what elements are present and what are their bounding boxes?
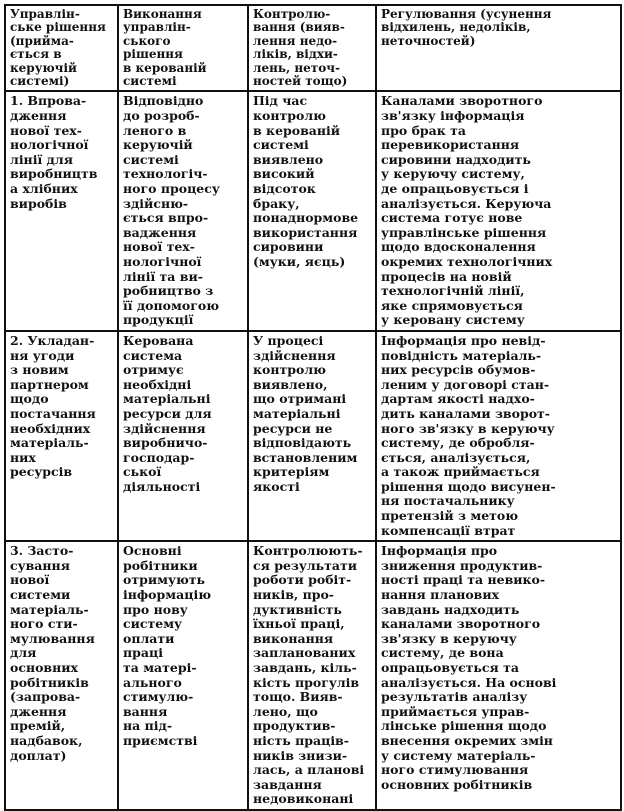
cell-text-line: системі: [253, 137, 309, 153]
cell-text-line: ників знизи-: [253, 747, 348, 763]
cell-text-line: їхньої праці,: [253, 616, 345, 632]
cell-text-line: її допомогою: [123, 297, 220, 313]
cell-text-line: про нову: [123, 601, 188, 617]
cell-text-line: систему, де вона: [381, 645, 504, 661]
cell-text-line: рішення щодо висунен-: [381, 478, 556, 494]
cell-text-line: високий: [253, 166, 315, 182]
cell-regulation: [376, 91, 621, 331]
cell-text-line: ресурси для: [123, 405, 212, 421]
cell-text-line: основних: [10, 660, 78, 675]
cell-regulation: [376, 331, 621, 541]
cell-regulation: [376, 541, 621, 810]
cell-text-line: ресурси не: [253, 420, 333, 436]
cell-text-line: сування: [10, 557, 70, 573]
cell-text-line: виробів: [10, 195, 67, 211]
cell-text-line: управлін-: [123, 20, 191, 35]
cell-text-line: лень, неточ-: [253, 60, 340, 75]
cell-text-line: Контролю-: [253, 7, 331, 21]
cell-text-line: робництво з: [123, 283, 214, 299]
cell-text-line: нологічної: [10, 137, 89, 153]
cell-decision: [5, 331, 118, 541]
cell-text-line: відповідають: [253, 435, 352, 451]
cell-text-line: стимулю-: [123, 689, 194, 705]
cell-text-line: відсоток: [253, 181, 316, 196]
cell-text-line: виробництв: [10, 166, 98, 182]
cell-text-line: отримує: [123, 362, 184, 378]
cell-text-line: вання (вияв-: [253, 20, 345, 35]
cell-text-line: 2. Укладан-: [10, 332, 95, 348]
cell-text-line: дження: [10, 108, 67, 124]
cell-text-line: лінії для: [10, 151, 73, 167]
cell-text-line: до розроб-: [123, 108, 200, 124]
cell-text-line: господар-: [123, 449, 195, 465]
cell-text-line: де опрацьовується і: [381, 181, 529, 196]
cell-text-line: та матері-: [123, 660, 197, 675]
cell-text-line: ного сти-: [10, 616, 78, 632]
cell-text-line: контролю: [253, 108, 326, 124]
cell-text-line: системи: [10, 587, 71, 603]
cell-text-line: Інформація про: [381, 543, 498, 559]
cell-text-line: для: [10, 645, 37, 661]
cell-execution: [118, 541, 248, 810]
cell-text-line: приймається управ-: [381, 703, 530, 719]
cell-execution: [118, 91, 248, 331]
cell-text-line: Каналами зворотного: [381, 93, 543, 109]
cell-text-line: робітників: [10, 674, 89, 690]
cell-text-line: про брак та: [381, 122, 466, 138]
cell-text-line: ється впро-: [123, 210, 209, 226]
cell-text-line: систему: [123, 616, 183, 632]
cell-text-line: нання планових: [381, 587, 500, 603]
cell-text-line: леного в: [123, 122, 187, 138]
cell-text-line: ня постачальнику: [381, 493, 515, 509]
cell-text-line: каналами зворотного: [381, 616, 541, 632]
cell-text-line: претензій з метою: [381, 508, 519, 524]
cell-text-line: отримують: [123, 572, 206, 588]
cell-text-line: встановленим: [253, 449, 358, 465]
cell-text-line: ного зв'язку в керуючу: [381, 420, 555, 436]
cell-text-line: результатів аналізу: [381, 689, 528, 705]
cell-text-line: Відповідно: [123, 93, 204, 109]
cell-text-line: ського: [123, 33, 171, 48]
cell-text-line: постачання: [10, 405, 96, 421]
cell-text-line: внесення окремих змін: [381, 732, 553, 748]
cell-text-line: дження: [10, 703, 67, 719]
cell-text-line: (запрова-: [10, 689, 81, 705]
cell-text-line: продуктив-: [253, 718, 336, 734]
cell-text-line: окремих технологічних: [381, 253, 553, 269]
cell-text-line: керуючій: [123, 137, 193, 153]
cell-text-line: лено, що: [253, 703, 318, 719]
cell-text-line: системі: [123, 74, 177, 89]
cell-text-line: необхідні: [123, 376, 192, 392]
cell-text-line: з новим: [10, 362, 69, 378]
cell-text-line: ного процесу: [123, 181, 220, 196]
cell-text-line: лінське рішення щодо: [381, 718, 547, 734]
cell-text-line: матеріаль-: [10, 435, 89, 451]
cell-text-line: якості: [253, 478, 300, 494]
cell-text-line: продукції: [123, 312, 194, 328]
cell-text-line: дить каналами зворот-: [381, 405, 550, 421]
cell-text-line: ліків, відхи-: [253, 47, 338, 62]
cell-text-line: ся результати: [253, 557, 358, 573]
cell-text-line: процесів на новій: [381, 268, 512, 284]
cell-text-line: леним у договорі стан-: [381, 376, 550, 392]
cell-text-line: використання: [253, 224, 358, 240]
cell-text-line: система готує нове: [381, 210, 523, 226]
cell-text-line: лась, а планові: [253, 762, 365, 778]
cell-text-line: Регулювання (усунення: [381, 7, 552, 21]
cell-text-line: надбавок,: [10, 732, 83, 748]
cell-text-line: відхилень, недоліків,: [381, 20, 531, 35]
cell-text-line: система: [123, 347, 183, 363]
cell-text-line: здійснення: [253, 347, 336, 363]
cell-text-line: опрацьовується та: [381, 660, 519, 675]
cell-text-line: ресурсів: [10, 464, 73, 480]
cell-text-line: вання: [123, 703, 168, 719]
management-cycle-table: [4, 4, 622, 811]
cell-text-line: матеріаль-: [10, 601, 89, 617]
cell-text-line: у систему матеріаль-: [381, 747, 536, 763]
cell-text-line: нової тех-: [10, 122, 82, 138]
cell-text-line: ється в: [10, 47, 62, 62]
cell-text-line: щодо: [10, 391, 49, 407]
cell-text-line: завдань надходить: [381, 601, 520, 617]
cell-text-line: тощо. Вияв-: [253, 689, 343, 705]
cell-text-line: що отримані: [253, 391, 347, 407]
cell-text-line: критеріям: [253, 464, 330, 480]
cell-text-line: (муки, яєць): [253, 253, 346, 269]
cell-text-line: мулювання: [10, 630, 95, 646]
cell-text-line: сировини: [253, 239, 324, 255]
cell-text-line: 3. Засто-: [10, 543, 74, 559]
table-row: [5, 331, 621, 541]
cell-text-line: завдань, кіль-: [253, 660, 357, 675]
cell-text-line: понаднормове: [253, 210, 359, 226]
cell-text-line: дуктивність: [253, 601, 342, 617]
cell-text-line: Основні: [123, 543, 182, 559]
cell-text-line: ностей тощо): [253, 74, 348, 89]
cell-text-line: Інформація про невід-: [381, 332, 546, 348]
header-control: [248, 5, 376, 91]
cell-text-line: виробничо-: [123, 435, 208, 451]
cell-text-line: здійснення: [123, 420, 206, 436]
cell-text-line: матеріальні: [123, 391, 211, 407]
cell-text-line: а хлібних: [10, 181, 78, 196]
cell-text-line: них: [10, 449, 36, 465]
cell-text-line: керуючій: [10, 60, 77, 75]
cell-text-line: у керовану систему: [381, 312, 525, 328]
cell-text-line: оплати: [123, 630, 175, 646]
cell-decision: [5, 541, 118, 810]
cell-text-line: в керованій: [123, 60, 207, 75]
cell-text-line: ське рішення: [10, 20, 106, 35]
cell-text-line: у керуючу систему,: [381, 166, 525, 182]
cell-text-line: нологічної: [123, 253, 202, 269]
cell-text-line: ального: [123, 674, 182, 690]
cell-text-line: недовиконані: [253, 791, 354, 807]
cell-text-line: доплат): [10, 747, 67, 763]
cell-text-line: неточностей): [381, 33, 476, 48]
cell-text-line: основних робітників: [381, 776, 533, 792]
table-row: [5, 541, 621, 810]
cell-text-line: необхідних: [10, 420, 91, 436]
cell-text-line: повідність матеріаль-: [381, 347, 542, 363]
cell-text-line: сировини надходить: [381, 151, 531, 167]
header-regulation: [376, 5, 621, 91]
cell-text-line: матеріальні: [253, 405, 341, 421]
cell-text-line: Під час: [253, 93, 308, 109]
cell-text-line: діяльності: [123, 478, 201, 494]
cell-text-line: запланованих: [253, 645, 356, 661]
cell-decision: [5, 91, 118, 331]
cell-text-line: управлінське рішення: [381, 224, 547, 240]
cell-text-line: ників, про-: [253, 587, 334, 603]
cell-text-line: технологіч-: [123, 166, 208, 182]
cell-text-line: здійсню-: [123, 195, 189, 211]
cell-text-line: ської: [123, 464, 162, 480]
header-decision: [5, 5, 118, 91]
cell-text-line: виявлено: [253, 151, 324, 167]
cell-text-line: зниження продуктив-: [381, 557, 543, 573]
cell-text-line: праці: [123, 645, 163, 661]
cell-text-line: зв'язку в керуючу: [381, 630, 517, 646]
cell-text-line: аналізується. Керуюча: [381, 195, 552, 211]
cell-text-line: ність праців-: [253, 732, 349, 748]
cell-control: [248, 541, 376, 810]
cell-text-line: Керована: [123, 332, 194, 348]
cell-text-line: інформацію: [123, 587, 212, 603]
cell-text-line: партнером: [10, 376, 89, 392]
cell-text-line: Виконання: [123, 7, 202, 21]
cell-text-line: а також приймається: [381, 464, 540, 480]
cell-text-line: ного стимулювання: [381, 762, 529, 778]
cell-text-line: нової тех-: [123, 239, 195, 255]
cell-text-line: робітники: [123, 557, 198, 573]
cell-text-line: контролю: [253, 362, 326, 378]
cell-text-line: премій,: [10, 718, 66, 734]
cell-text-line: дартам якості надхо-: [381, 391, 535, 407]
cell-text-line: виконання: [253, 630, 334, 646]
cell-text-line: ється, аналізується,: [381, 449, 531, 465]
cell-text-line: приємстві: [123, 732, 198, 748]
cell-text-line: щодо вдосконалення: [381, 239, 536, 255]
cell-text-line: систему, де обробля-: [381, 435, 535, 451]
cell-text-line: виявлено,: [253, 376, 328, 392]
cell-text-line: на під-: [123, 718, 173, 734]
cell-text-line: кість прогулів: [253, 674, 360, 690]
cell-text-line: 1. Впрова-: [10, 93, 87, 109]
cell-execution: [118, 331, 248, 541]
cell-text-line: в керованій: [253, 122, 341, 138]
cell-text-line: лінії та ви-: [123, 268, 203, 284]
cell-text-line: аналізується. На основі: [381, 674, 557, 690]
cell-text-line: Управлін-: [10, 7, 80, 21]
cell-text-line: У процесі: [253, 332, 324, 348]
cell-text-line: лення недо-: [253, 33, 338, 48]
cell-text-line: вадження: [123, 224, 197, 240]
cell-text-line: перевикористання: [381, 137, 520, 153]
cell-text-line: ності праці та невико-: [381, 572, 546, 588]
cell-text-line: завдання: [253, 776, 322, 792]
cell-text-line: (прийма-: [10, 33, 74, 48]
cell-text-line: компенсації втрат: [381, 522, 516, 538]
cell-text-line: технологічній лінії,: [381, 283, 525, 299]
cell-control: [248, 331, 376, 541]
cell-text-line: них ресурсів обумов-: [381, 362, 536, 378]
cell-text-line: системі): [10, 74, 70, 89]
cell-text-line: браку,: [253, 195, 300, 211]
header-execution: [118, 5, 248, 91]
cell-text-line: яке спрямовується: [381, 297, 523, 313]
table-row: [5, 91, 621, 331]
cell-text-line: Контролюють-: [253, 543, 363, 559]
cell-text-line: рішення: [123, 47, 183, 62]
cell-text-line: зв'язку інформація: [381, 108, 525, 124]
cell-text-line: нової: [10, 572, 50, 588]
cell-text-line: ня угоди: [10, 347, 75, 363]
cell-control: [248, 91, 376, 331]
cell-text-line: роботи робіт-: [253, 572, 352, 588]
table-header-row: [5, 5, 621, 91]
cell-text-line: системі: [123, 151, 179, 167]
